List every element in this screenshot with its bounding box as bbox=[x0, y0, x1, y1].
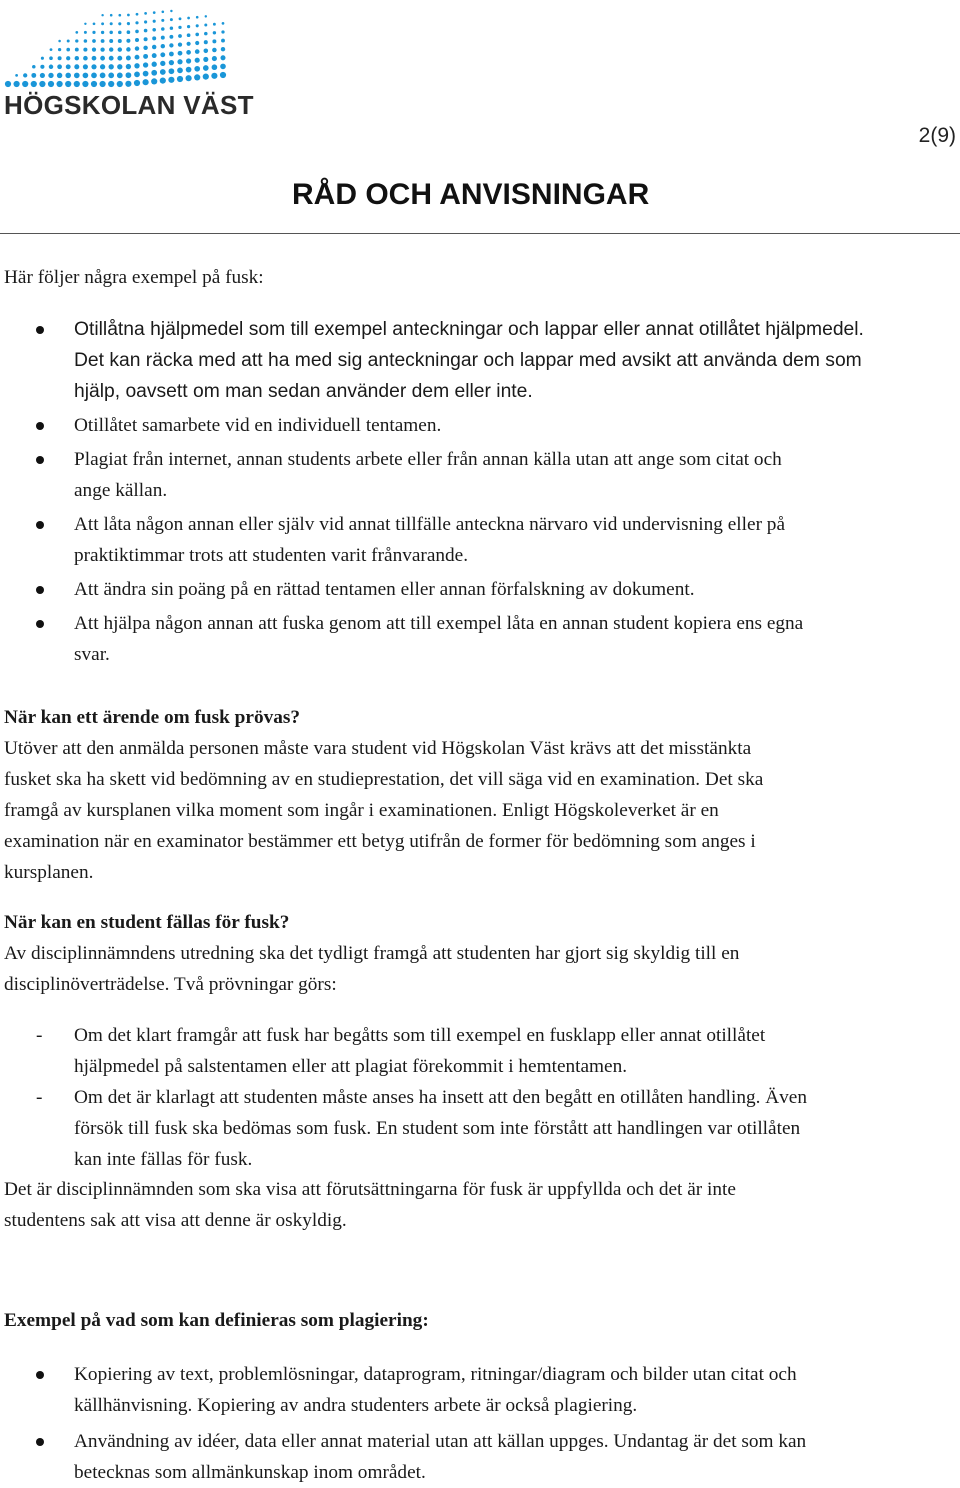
logo-dot bbox=[153, 11, 156, 14]
logo-dot bbox=[212, 48, 217, 53]
logo-dot bbox=[186, 67, 192, 73]
logo-dot bbox=[50, 48, 53, 51]
logo-dot bbox=[168, 77, 174, 83]
logo-dot bbox=[40, 73, 45, 78]
logo-dot bbox=[170, 10, 172, 12]
logo-dot bbox=[22, 81, 28, 87]
logo-dot bbox=[160, 69, 166, 75]
logo-dot bbox=[186, 50, 191, 55]
list-item bbox=[0, 410, 960, 441]
logo-dot bbox=[93, 22, 96, 25]
logo-dot bbox=[153, 20, 156, 23]
section-heading-provas: När kan ett ärende om fusk prövas? bbox=[4, 707, 301, 728]
logo-dot bbox=[151, 78, 157, 84]
logo-dot bbox=[135, 46, 139, 50]
item-line: Kopiering av text, problemlösningar, dataprogram, ritningar/diagram och bilder utan citat och bbox=[74, 1364, 797, 1385]
logo-dot bbox=[221, 30, 224, 33]
logo-dot bbox=[187, 25, 190, 28]
body-line: examination när en examinator bestämmer ett betyg utifrån de former för bedömning som anges i bbox=[4, 831, 756, 852]
logo-dot bbox=[101, 14, 103, 16]
logo-dot bbox=[117, 64, 122, 69]
logo-dot bbox=[66, 48, 70, 52]
logo-dot bbox=[143, 71, 149, 77]
logo-dot bbox=[118, 31, 122, 35]
logo-dot bbox=[169, 68, 175, 74]
logo-dot bbox=[152, 53, 157, 58]
logo-dot bbox=[118, 39, 122, 43]
logo-dot bbox=[222, 22, 225, 25]
dash-marker: - bbox=[36, 1025, 43, 1046]
body-line: kursplanen. bbox=[4, 862, 94, 883]
logo-dot bbox=[134, 63, 139, 68]
list-item bbox=[0, 1426, 960, 1488]
logo-dot bbox=[66, 56, 70, 60]
bullet-icon bbox=[36, 521, 44, 529]
list-item bbox=[0, 314, 960, 407]
body-line: Det är disciplinnämnden som ska visa att förutsättningarna för fusk är uppfyllda och det är inte bbox=[4, 1179, 736, 1200]
logo-dot bbox=[205, 15, 207, 17]
logo-dot bbox=[204, 32, 208, 36]
logo-dot bbox=[134, 80, 140, 86]
logo-text: HÖGSKOLAN VÄST bbox=[4, 90, 254, 120]
logo-dot bbox=[204, 49, 209, 54]
logo-dot bbox=[91, 64, 96, 69]
logo-dot bbox=[40, 65, 44, 69]
body-line: Utöver att den anmälda personen måste vara student vid Högskolan Väst krävs att det misstänkta bbox=[4, 738, 752, 759]
logo-dot bbox=[14, 81, 20, 87]
logo-dot bbox=[177, 68, 183, 74]
logo-dot bbox=[32, 65, 36, 69]
body-line: disciplinöverträdelse. Två prövningar görs: bbox=[4, 974, 337, 995]
logo-dot bbox=[143, 79, 149, 85]
logo-dot bbox=[161, 19, 164, 22]
item-line: praktiktimmar trots att studenten varit frånvarande. bbox=[74, 545, 469, 566]
item-line: ange källan. bbox=[74, 480, 168, 501]
logo-dot bbox=[213, 23, 216, 26]
logo-dot bbox=[160, 61, 165, 66]
logo-dot bbox=[118, 14, 121, 17]
logo-dot bbox=[101, 22, 104, 25]
logo-dot bbox=[152, 36, 156, 40]
logo-dot bbox=[101, 31, 104, 34]
logo-dot bbox=[135, 21, 138, 24]
logo-dot bbox=[127, 30, 131, 34]
logo-dot bbox=[126, 56, 131, 61]
logo-dot bbox=[213, 31, 216, 34]
item-line: Otillåtet samarbete vid en individuell tentamen. bbox=[74, 415, 442, 436]
logo-dot bbox=[49, 56, 53, 60]
logo-dot bbox=[169, 43, 173, 47]
logo-dot bbox=[196, 24, 199, 27]
logo-dot bbox=[23, 73, 27, 77]
logo-dot bbox=[195, 58, 200, 63]
logo-dot bbox=[178, 51, 183, 56]
logo-dot bbox=[31, 73, 36, 78]
item-line: betecknas som allmänkunskap inom området. bbox=[74, 1462, 426, 1483]
logo-dot bbox=[178, 34, 182, 38]
item-line: Att hjälpa någon annan att fuska genom att till exempel låta en annan student kopiera ens egna bbox=[74, 613, 804, 634]
logo-dot bbox=[212, 64, 218, 70]
logo-dot bbox=[203, 57, 208, 62]
logo-dot bbox=[179, 17, 182, 20]
fusk-examples-list bbox=[0, 314, 960, 670]
logo-dot bbox=[195, 49, 200, 54]
section-closing-fallas bbox=[4, 1174, 956, 1236]
logo-dot bbox=[83, 56, 88, 61]
logo-dot bbox=[100, 47, 104, 51]
section-body-provas bbox=[4, 733, 956, 888]
logo-dot bbox=[58, 40, 61, 43]
logo-dot bbox=[48, 81, 54, 87]
logo-dot bbox=[203, 65, 209, 71]
logo-dot bbox=[177, 76, 183, 82]
logo-dot bbox=[160, 78, 166, 84]
logo-dot bbox=[100, 56, 105, 61]
logo-dot bbox=[117, 56, 122, 61]
logo-dot bbox=[187, 33, 191, 37]
logo-dot bbox=[144, 12, 147, 15]
logo-dot bbox=[135, 30, 139, 34]
logo-dot bbox=[41, 57, 44, 60]
logo-dot bbox=[100, 81, 106, 87]
logo-dot bbox=[109, 39, 113, 43]
document-title: RÅD OCH ANVISNINGAR bbox=[292, 178, 650, 211]
logo-dot bbox=[127, 14, 130, 17]
logo-dot bbox=[100, 64, 105, 69]
logo-dot bbox=[195, 41, 199, 45]
logo-dot bbox=[125, 81, 131, 87]
logo-dot bbox=[160, 52, 165, 57]
logo-dot bbox=[161, 27, 165, 31]
logo-dot bbox=[221, 39, 225, 43]
item-line: kan inte fällas för fusk. bbox=[74, 1149, 253, 1170]
item-line: Användning av idéer, data eller annat material utan att källan uppges. Undantag är det som kan bbox=[74, 1431, 807, 1452]
logo-dot bbox=[75, 48, 79, 52]
logo-dot bbox=[221, 47, 225, 51]
bullet-icon bbox=[36, 586, 44, 594]
logo-dot bbox=[152, 28, 156, 32]
logo-dot bbox=[143, 46, 147, 50]
logo-dot bbox=[83, 73, 89, 79]
logo-dot bbox=[194, 66, 200, 72]
logo-dot bbox=[126, 47, 130, 51]
logo-dot bbox=[57, 81, 63, 87]
body-line: framgå av kursplanen vilka moment som ingår i examinationen. Enligt Högskoleverket är en bbox=[4, 800, 719, 821]
body-line: studentens sak att visa att denne är oskyldig. bbox=[4, 1210, 347, 1231]
item-line: källhänvisning. Kopiering av andra studenters arbete är också plagiering. bbox=[74, 1395, 638, 1416]
logo-dot bbox=[84, 23, 86, 25]
bullet-icon bbox=[36, 422, 44, 430]
provningar-list bbox=[0, 1020, 960, 1175]
logo-dot bbox=[91, 73, 97, 79]
logo-dot bbox=[117, 81, 123, 87]
logo-dot bbox=[108, 81, 114, 87]
item-line: Det kan räcka med att ha med sig anteckningar och lappar med avsikt att använda dem som bbox=[74, 350, 862, 371]
logo-dot bbox=[194, 74, 200, 80]
logo-dot bbox=[196, 16, 199, 19]
logo-dot bbox=[126, 64, 131, 69]
item-line: Att ändra sin poäng på en rättad tentamen eller annan förfalskning av dokument. bbox=[74, 579, 695, 600]
list-item bbox=[0, 1082, 960, 1175]
list-item bbox=[0, 444, 960, 506]
bullet-icon bbox=[36, 620, 44, 628]
intro-text: Här följer några exempel på fusk: bbox=[4, 267, 264, 288]
logo-dot bbox=[82, 81, 88, 87]
logo-dot bbox=[195, 33, 199, 37]
logo-dot bbox=[67, 40, 70, 43]
logo-dot bbox=[143, 54, 148, 59]
plagiering-list bbox=[0, 1359, 960, 1488]
logo-dot bbox=[92, 48, 96, 52]
logo-dot bbox=[74, 73, 80, 79]
logo-dot bbox=[100, 73, 106, 79]
list-item bbox=[0, 509, 960, 571]
bullet-icon bbox=[36, 326, 44, 334]
item-line: hjälpmedel på salstentamen eller att plagiat förekommit i hemtentamen. bbox=[74, 1056, 628, 1077]
logo-dot bbox=[135, 55, 140, 60]
logo-dot bbox=[75, 31, 78, 34]
logo-dot bbox=[91, 81, 97, 87]
logo-dot bbox=[162, 11, 165, 14]
section-body-fallas bbox=[4, 938, 956, 1000]
header-divider bbox=[0, 233, 960, 234]
logo-dot bbox=[109, 31, 112, 34]
logo-dot bbox=[126, 39, 130, 43]
logo-dot bbox=[109, 56, 114, 61]
item-line: svar. bbox=[74, 644, 110, 665]
item-line: Att låta någon annan eller själv vid annat tillfälle anteckna närvaro vid undervisning eller på bbox=[74, 514, 786, 535]
item-line: Om det klart framgår att fusk har begåtts som till exempel en fusklapp eller annat otillåtet bbox=[74, 1025, 766, 1046]
logo-dot bbox=[204, 24, 207, 27]
logo-dot bbox=[144, 37, 148, 41]
logo-dot bbox=[143, 62, 148, 67]
logo-dot bbox=[203, 74, 209, 80]
logo-dot bbox=[108, 73, 114, 79]
logo-dot bbox=[66, 64, 71, 69]
logo-dot bbox=[84, 31, 87, 34]
logo-dot bbox=[169, 60, 174, 65]
logo-dot bbox=[109, 47, 113, 51]
logo-dot bbox=[136, 13, 139, 16]
logo-dot bbox=[135, 38, 139, 42]
logo-dot bbox=[204, 40, 208, 44]
item-line: Om det är klarlagt att studenten måste anses ha insett att den begått en otillåten handling. Även bbox=[74, 1087, 808, 1108]
logo-dot bbox=[170, 18, 173, 21]
logo-dot bbox=[58, 56, 62, 60]
section-heading-fallas: När kan en student fällas för fusk? bbox=[4, 912, 290, 933]
logo-dot bbox=[212, 39, 216, 43]
logo-dot bbox=[74, 81, 80, 87]
logo-dot bbox=[144, 20, 147, 23]
item-line: Otillåtna hjälpmedel som till exempel anteckningar och lappar eller annat otillåtet hjälpmedel. bbox=[74, 319, 864, 340]
logo-dot bbox=[84, 39, 88, 43]
item-line: försök till fusk ska bedömas som fusk. En student som inte förstått att handlingen var otillåten bbox=[74, 1118, 801, 1139]
list-item bbox=[0, 1359, 960, 1421]
logo-dot bbox=[92, 39, 96, 43]
logo-dot bbox=[152, 62, 157, 67]
item-line: Plagiat från internet, annan students arbete eller från annan källa utan att ange som citat och bbox=[74, 449, 782, 470]
logo-dot bbox=[118, 22, 121, 25]
logo-dot bbox=[110, 22, 113, 25]
logo-dot bbox=[187, 17, 190, 20]
logo-dot bbox=[220, 72, 226, 78]
logo-dot bbox=[212, 56, 217, 61]
logo-dot bbox=[39, 81, 45, 87]
logo-dot bbox=[220, 55, 225, 60]
item-line: hjälp, oavsett om man sedan använder dem eller inte. bbox=[74, 381, 533, 402]
body-line: fusket ska ha skett vid bedömning av en studieprestation, det vill säga vid en examination. Det ska bbox=[4, 769, 764, 790]
logo-dot bbox=[170, 26, 173, 29]
logo-dot bbox=[83, 48, 87, 52]
bullet-icon bbox=[36, 1438, 44, 1446]
dash-marker: - bbox=[36, 1087, 43, 1108]
logo-dot bbox=[57, 73, 62, 78]
logo-dot bbox=[49, 65, 53, 69]
page-number: 2(9) bbox=[918, 124, 956, 147]
logo-dot bbox=[177, 59, 182, 64]
logo-dot bbox=[144, 29, 148, 33]
logo-dot bbox=[109, 64, 114, 69]
logo-dot bbox=[92, 56, 97, 61]
logo-dot bbox=[186, 58, 191, 63]
list-item bbox=[0, 574, 960, 605]
logo-dot bbox=[169, 35, 173, 39]
logo-dot bbox=[110, 14, 113, 17]
logo-dot bbox=[101, 39, 105, 43]
list-item bbox=[0, 608, 960, 670]
body-line: Av disciplinnämndens utredning ska det tydligt framgå att studenten har gjort sig skyldig till en bbox=[4, 943, 740, 964]
logo-dot bbox=[134, 72, 140, 78]
logo-dot bbox=[75, 56, 79, 60]
logo-dot bbox=[127, 22, 130, 25]
logo-dot bbox=[178, 26, 181, 29]
logo-dot bbox=[152, 45, 156, 49]
bullet-icon bbox=[36, 1371, 44, 1379]
logo-dot bbox=[48, 73, 53, 78]
logo-dot bbox=[58, 48, 61, 51]
logo-dot bbox=[161, 36, 165, 40]
logo-dot bbox=[74, 64, 79, 69]
section-heading-plagiering: Exempel på vad som kan definieras som plagiering: bbox=[4, 1310, 429, 1331]
list-item bbox=[0, 1020, 960, 1082]
logo-dot bbox=[117, 73, 123, 79]
logo-dot bbox=[65, 81, 71, 87]
logo-dot bbox=[15, 74, 18, 77]
logo-dot bbox=[220, 64, 226, 70]
logo-dot bbox=[65, 73, 71, 79]
logo-dot bbox=[169, 52, 174, 57]
logo-dot bbox=[151, 70, 157, 76]
logo-dot bbox=[186, 75, 192, 81]
logo-dot bbox=[161, 44, 165, 48]
bullet-icon bbox=[36, 456, 44, 464]
logo-dot bbox=[5, 81, 11, 87]
logo-dot bbox=[211, 73, 217, 79]
logo-dot bbox=[178, 42, 182, 46]
logo-dot bbox=[118, 47, 122, 51]
logo-dot bbox=[126, 72, 132, 78]
logo-dot bbox=[187, 42, 191, 46]
logo-dot bbox=[92, 31, 95, 34]
logo-dot bbox=[57, 64, 62, 69]
logo-dot bbox=[83, 64, 88, 69]
logo-dot bbox=[75, 39, 78, 42]
logo-dot bbox=[31, 81, 37, 87]
